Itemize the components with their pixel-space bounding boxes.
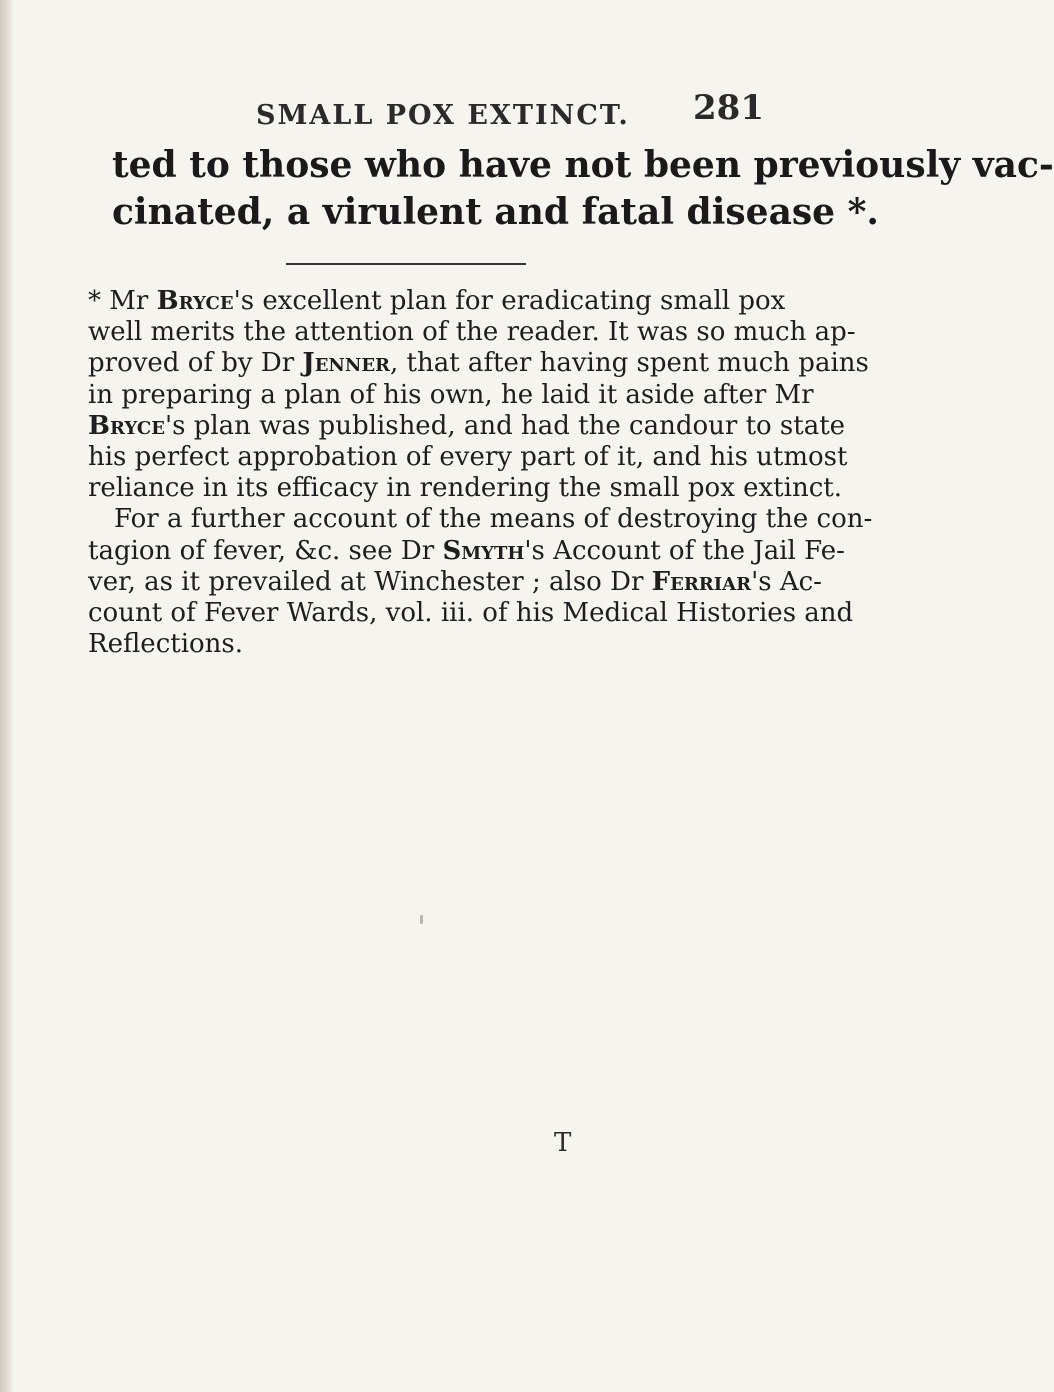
footnote-line: reliance in its efficacy in rendering the small pox extinct.: [88, 473, 842, 504]
footnote: [88, 286, 873, 660]
body-line: cinated, a virulent and fatal disease *.: [112, 191, 879, 233]
footnote-line: * Mr Bryce's excellent plan for eradicating small pox: [88, 286, 786, 316]
name-bryce: Bryce: [88, 410, 165, 441]
footnote-line: proved of by Dr Jenner, that after having spent much pains: [88, 348, 869, 379]
page-gutter-shadow: [0, 0, 14, 1392]
page-number: 281: [693, 88, 764, 128]
footnote-line: his perfect approbation of every part of it, and his utmost: [88, 442, 848, 473]
footnote-line: ver, as it prevailed at Winchester ; also Dr Ferriar's Ac-: [88, 566, 822, 597]
name-ferriar: Ferriar: [651, 566, 752, 597]
body-line: ted to those who have not been previously vac-: [112, 144, 1054, 186]
name-smyth: Smyth: [442, 535, 525, 566]
name-jenner: Jenner: [302, 348, 390, 379]
body-text: [112, 142, 1054, 236]
name-bryce: Bryce: [156, 286, 234, 316]
footnote-line: Bryce's plan was published, and had the candour to state: [88, 410, 846, 441]
ink-speck: [420, 915, 423, 924]
footnote-line: count of Fever Wards, vol. iii. of his Medical Histories and: [88, 598, 854, 629]
running-title: SMALL POX EXTINCT.: [256, 100, 630, 131]
footnote-line: tagion of fever, &c. see Dr Smyth's Account of the Jail Fe-: [88, 535, 845, 566]
footnote-line: in preparing a plan of his own, he laid it aside after Mr: [88, 379, 814, 410]
footnote-line: For a further account of the means of destroying the con-: [114, 504, 873, 535]
footnote-divider: [286, 263, 526, 265]
footnote-line: Reflections.: [88, 629, 244, 660]
signature-mark: T: [554, 1128, 572, 1158]
footnote-line: well merits the attention of the reader. It was so much ap-: [88, 317, 856, 348]
